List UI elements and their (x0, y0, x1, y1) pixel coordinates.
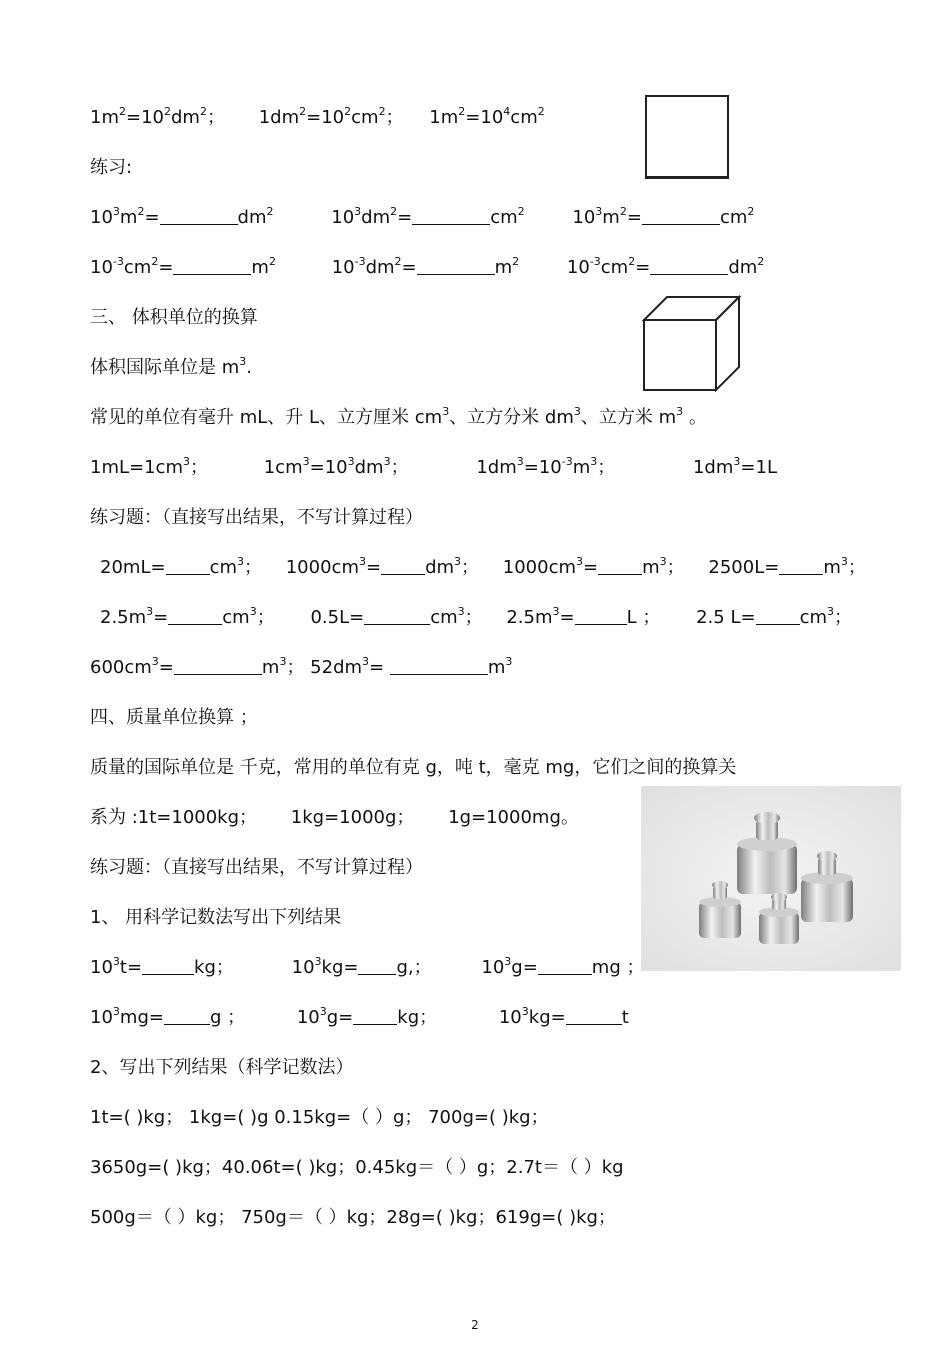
answer-blank[interactable] (566, 1006, 622, 1025)
answer-blank[interactable] (642, 206, 720, 225)
area-formula-3: $1m^2=10^4cm^2$ (429, 105, 545, 128)
question-2-row-2: 3650g=( )kg；40.06t=( )kg；0.45kg＝（ ）g；2.7t＝（ ）kg (90, 1157, 624, 1178)
answer-blank[interactable] (390, 656, 488, 675)
area-q4: $10^{-3}cm^2= m^2$ (90, 255, 276, 278)
answer-blank[interactable] (381, 556, 425, 575)
weights-photo (641, 786, 901, 971)
answer-blank[interactable] (358, 956, 396, 975)
answer-blank[interactable] (412, 206, 490, 225)
answer-blank[interactable] (168, 606, 222, 625)
area-q1: $10^3m^2= dm^2$ (90, 205, 274, 228)
volume-q6: $0.5L= cm^3$； (310, 605, 483, 628)
area-formula-2: $1dm^2=10^2cm^2$； (258, 105, 404, 128)
mass-eq-3: 1g=1000mg。 (448, 807, 579, 828)
volume-q5: $2.5m^3= cm^3$； (100, 605, 275, 628)
mass-practice-label: 练习题：（直接写出结果，不写计算过程） (90, 857, 423, 878)
answer-blank[interactable] (142, 956, 194, 975)
area-practice-row-2 (90, 256, 764, 280)
volume-q7: $2.5m^3= L$ ； (506, 605, 661, 628)
volume-q4: $2500L= m^3$； (708, 555, 866, 578)
area-q6: $10^{-3}cm^2= dm^2$ (566, 255, 765, 278)
mass-q1: $10^3t=$ kg； (90, 955, 234, 978)
area-practice-row-1 (90, 206, 754, 230)
answer-blank[interactable] (166, 556, 210, 575)
area-q3: $10^3m^2= cm^2$ (572, 205, 755, 228)
section-3-heading: 三、 体积单位的换算 (90, 307, 258, 328)
volume-eq-2: $1cm^3=10^3dm^3$； (263, 455, 409, 478)
volume-common-units: 常见的单位有毫升 mL、升 L、立方厘米 $cm^3$、立方分米 $dm^3$、立方米 $m^3$ 。 (90, 405, 707, 428)
mass-q3: $10^3g=$ mg ； (481, 955, 645, 978)
area-q5: $10^{-3}dm^2= m^2$ (331, 255, 520, 278)
volume-practice-row-2 (100, 606, 852, 630)
mass-description-1: 质量的国际单位是 千克，常用的单位有克 g，吨 t，毫克 mg，它们之间的换算关 (90, 757, 737, 778)
question-2-label: 2、写出下列结果（科学记数法） (90, 1057, 354, 1078)
answer-blank[interactable] (160, 206, 238, 225)
mass-q5: $10^3g=$ kg； (296, 1005, 438, 1028)
volume-q10: $52dm^3= m^3$ (310, 655, 513, 678)
section-4-heading: 四、质量单位换算 ； (90, 707, 258, 728)
volume-q2: $1000cm^3= dm^3$； (285, 555, 480, 578)
volume-q3: $1000cm^3= m^3$； (502, 555, 685, 578)
answer-blank[interactable] (164, 1006, 210, 1025)
cube-figure (642, 295, 742, 393)
area-formula-1: $1m^2=10^2dm^2$； (90, 105, 225, 128)
volume-practice-row-3 (90, 656, 512, 680)
mass-q2: $10^3kg= g$,； (291, 955, 432, 978)
question-2-row-3: 500g＝（ ）kg； 750g＝（ ）kg；28g=( )kg；619g=( )kg； (90, 1207, 616, 1228)
area-practice-label: 练习: (90, 157, 133, 178)
answer-blank[interactable] (650, 256, 728, 275)
volume-eq-4: $1dm^3=1L$ (692, 455, 777, 478)
answer-blank[interactable] (538, 956, 592, 975)
answer-blank[interactable] (173, 256, 251, 275)
answer-blank[interactable] (174, 656, 262, 675)
area-formula-line (90, 106, 545, 130)
answer-blank[interactable] (598, 556, 642, 575)
volume-practice-row-1 (100, 556, 866, 580)
mass-description-2 (90, 806, 579, 830)
volume-practice-label: 练习题：（直接写出结果，不写计算过程） (90, 507, 423, 528)
mass-q6: $10^3kg= t$ (498, 1005, 629, 1028)
volume-q8: 2.5 $L= cm^3$； (696, 605, 853, 628)
volume-si-unit: 体积国际单位是 $m^3$. (90, 355, 252, 378)
question-1-label: 1、 用科学记数法写出下列结果 (90, 907, 342, 928)
area-q2: $10^3dm^2= cm^2$ (331, 205, 525, 228)
square-figure (645, 95, 729, 179)
volume-eq-1: $1mL=1cm^3$； (90, 455, 208, 478)
question-1-row-1 (90, 956, 644, 980)
volume-equivalences (90, 456, 777, 480)
page-number: 2 (471, 1318, 479, 1332)
mass-eq-1: 系为 :1t=1000kg； (90, 807, 258, 828)
mass-q4: $10^3mg= g$ ； (90, 1005, 246, 1028)
answer-blank[interactable] (779, 556, 823, 575)
answer-blank[interactable] (364, 606, 430, 625)
answer-blank[interactable] (575, 606, 627, 625)
volume-q9: $600cm^3= m^3$； (90, 655, 305, 678)
question-1-row-2 (90, 1006, 629, 1030)
answer-blank[interactable] (417, 256, 495, 275)
volume-q1: $20mL= cm^3$； (100, 555, 262, 578)
mass-eq-2: 1kg=1000g； (290, 807, 415, 828)
question-2-row-1: 1t=( )kg； 1kg=( )g 0.15kg=（ ）g； 700g=( )kg； (90, 1107, 549, 1128)
volume-eq-3: $1dm^3=10^{-3}m^3$； (476, 455, 616, 478)
answer-blank[interactable] (756, 606, 800, 625)
answer-blank[interactable] (353, 1006, 397, 1025)
